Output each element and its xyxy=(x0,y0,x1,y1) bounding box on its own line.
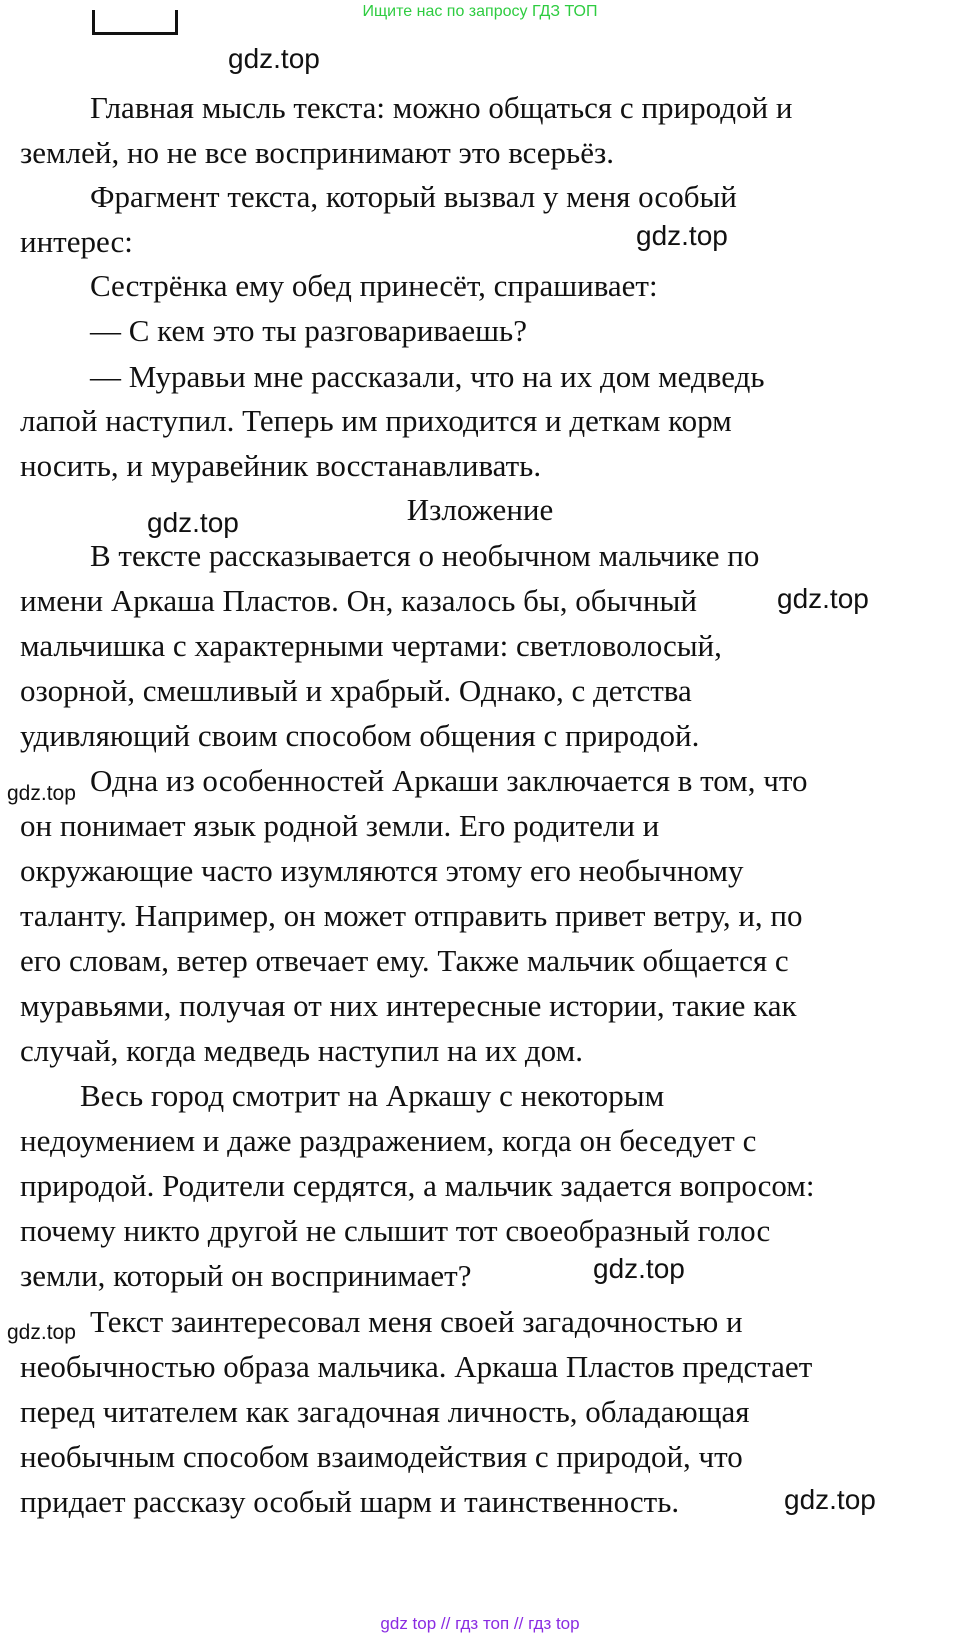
text-line: земли, который он воспринимает? xyxy=(20,1258,472,1293)
text-line: имени Аркаша Пластов. Он, казалось бы, обычный xyxy=(20,583,697,618)
text-line: Главная мысль текста: можно общаться с природой и xyxy=(90,90,793,125)
text-line: природой. Родители сердятся, а мальчик задается вопросом: xyxy=(20,1168,815,1203)
text-line: — С кем это ты разговариваешь? xyxy=(90,313,527,348)
watermark: gdz.top xyxy=(593,1253,685,1284)
text-line: Текст заинтересовал меня своей загадочностью и xyxy=(90,1304,743,1339)
watermark: gdz.top xyxy=(7,1321,76,1344)
text-line: Весь город смотрит на Аркашу с некоторым xyxy=(80,1078,665,1113)
text-line: мальчишка с характерными чертами: светловолосый, xyxy=(20,628,722,663)
text-line: Сестрёнка ему обед принесёт, спрашивает: xyxy=(90,268,658,303)
text-line: недоумением и даже раздражением, когда он беседует с xyxy=(20,1123,757,1158)
text-line: его словам, ветер отвечает ему. Также мальчик общается с xyxy=(20,943,789,978)
watermark: gdz.top xyxy=(228,43,320,74)
text-line: Фрагмент текста, который вызвал у меня особый xyxy=(90,179,737,214)
watermark: gdz.top xyxy=(147,507,239,538)
text-line: интерес: xyxy=(20,224,133,259)
text-line: землей, но не все воспринимают это всерьёз. xyxy=(20,135,614,170)
top-banner: Ищите нас по запросу ГДЗ ТОП xyxy=(362,3,598,20)
footer: gdz top // гдз топ // гдз top xyxy=(380,1614,580,1633)
watermark: gdz.top xyxy=(784,1484,876,1515)
text-line: окружающие часто изумляются этому его необычному xyxy=(20,853,744,888)
text-line: Одна из особенностей Аркаши заключается в том, что xyxy=(90,763,808,798)
text-line: носить, и муравейник восстанавливать. xyxy=(20,448,542,483)
text-line: лапой наступил. Теперь им приходится и деткам корм xyxy=(20,403,732,438)
text-line: удивляющий своим способом общения с природой. xyxy=(20,718,700,753)
text-line: перед читателем как загадочная личность, обладающая xyxy=(20,1394,750,1429)
text-line: почему никто другой не слышит тот своеобразный голос xyxy=(20,1213,771,1248)
section-heading: Изложение xyxy=(406,492,554,527)
box-fragment xyxy=(92,10,178,35)
text-line: он понимает язык родной земли. Его родители и xyxy=(20,808,660,843)
text-line: таланту. Например, он может отправить привет ветру, и, по xyxy=(20,898,803,933)
watermark: gdz.top xyxy=(7,782,76,805)
text-line: озорной, смешливый и храбрый. Однако, с детства xyxy=(20,673,692,708)
text-line: В тексте рассказывается о необычном мальчике по xyxy=(90,538,760,573)
text-line: необычностью образа мальчика. Аркаша Пластов предстает xyxy=(20,1349,813,1384)
watermark: gdz.top xyxy=(777,583,869,614)
text-line: необычным способом взаимодействия с природой, что xyxy=(20,1439,743,1474)
text-line: случай, когда медведь наступил на их дом. xyxy=(20,1033,583,1068)
text-line: — Муравьи мне рассказали, что на их дом медведь xyxy=(90,359,765,394)
text-line: придает рассказу особый шарм и таинственность. xyxy=(20,1484,680,1519)
text-line: муравьями, получая от них интересные истории, такие как xyxy=(20,988,797,1023)
watermark: gdz.top xyxy=(636,220,728,251)
